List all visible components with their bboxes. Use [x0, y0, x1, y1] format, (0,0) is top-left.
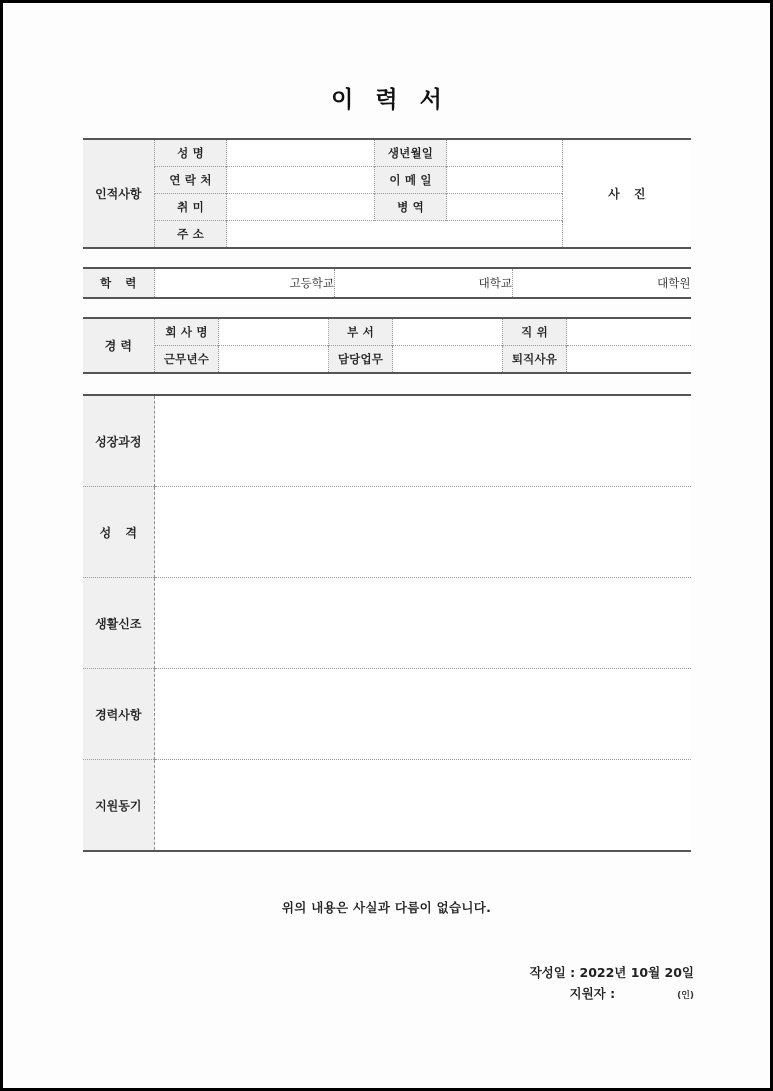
photo-placeholder[interactable]: 사 진	[563, 139, 691, 248]
birthdate-field[interactable]	[447, 139, 563, 167]
table-row	[83, 318, 691, 346]
growth-background-field[interactable]	[155, 395, 691, 487]
table-row	[83, 395, 691, 487]
education-section-label: 학 력	[83, 268, 155, 298]
signature-block	[3, 962, 770, 1007]
life-motto-label: 생활신조	[83, 578, 155, 669]
motivation-label: 지원동기	[83, 760, 155, 852]
military-service-field[interactable]	[447, 194, 563, 221]
education-table	[83, 267, 691, 299]
applicant-label: 지원자 :	[569, 986, 616, 1001]
education-university-field[interactable]: 대학교	[335, 268, 513, 298]
personality-label: 성 격	[83, 487, 155, 578]
address-field[interactable]	[227, 221, 563, 249]
job-duty-label: 담당업무	[329, 346, 393, 374]
personal-section-label: 인적사항	[83, 139, 155, 248]
page-title: 이 력 서	[331, 87, 449, 113]
career-section-label: 경 력	[83, 318, 155, 373]
education-highschool-field[interactable]: 고등학교	[155, 268, 335, 298]
name-label: 성 명	[155, 139, 227, 167]
company-name-field[interactable]	[219, 318, 329, 346]
hobby-field[interactable]	[227, 194, 375, 221]
table-row	[83, 346, 691, 374]
resignation-reason-field[interactable]	[567, 346, 691, 374]
department-field[interactable]	[393, 318, 503, 346]
department-label: 부 서	[329, 318, 393, 346]
date-line: 작성일 : 2022년 10월 20일	[529, 965, 694, 980]
career-table	[83, 317, 691, 374]
years-of-service-label: 근무년수	[155, 346, 219, 374]
birthdate-label: 생년월일	[375, 139, 447, 167]
company-name-label: 회 사 명	[155, 318, 219, 346]
table-row	[83, 139, 691, 167]
years-of-service-field[interactable]	[219, 346, 329, 374]
table-row	[83, 669, 691, 760]
phone-field[interactable]	[227, 167, 375, 194]
phone-label: 연 락 처	[155, 167, 227, 194]
table-row	[83, 760, 691, 852]
personality-field[interactable]	[155, 487, 691, 578]
job-duty-field[interactable]	[393, 346, 503, 374]
declaration-statement: 위의 내용은 사실과 다름이 없습니다.	[281, 900, 492, 915]
motivation-field[interactable]	[155, 760, 691, 852]
table-row	[83, 487, 691, 578]
email-field[interactable]	[447, 167, 563, 194]
military-service-label: 병 역	[375, 194, 447, 221]
resume-sheet	[3, 3, 770, 1088]
address-label: 주 소	[155, 221, 227, 249]
table-row	[83, 578, 691, 669]
growth-background-label: 성장과정	[83, 395, 155, 487]
name-field[interactable]	[227, 139, 375, 167]
applicant-line[interactable]	[3, 983, 694, 1007]
life-motto-field[interactable]	[155, 578, 691, 669]
hobby-label: 취 미	[155, 194, 227, 221]
career-details-label: 경력사항	[83, 669, 155, 760]
career-details-field[interactable]	[155, 669, 691, 760]
position-label: 직 위	[503, 318, 567, 346]
resignation-reason-label: 퇴직사유	[503, 346, 567, 374]
self-introduction-table	[83, 394, 691, 852]
email-label: 이 메 일	[375, 167, 447, 194]
personal-information-table	[83, 138, 691, 249]
seal-mark: (인)	[677, 991, 694, 1001]
table-row	[83, 268, 691, 298]
education-graduate-field[interactable]: 대학원	[513, 268, 691, 298]
position-field[interactable]	[567, 318, 691, 346]
